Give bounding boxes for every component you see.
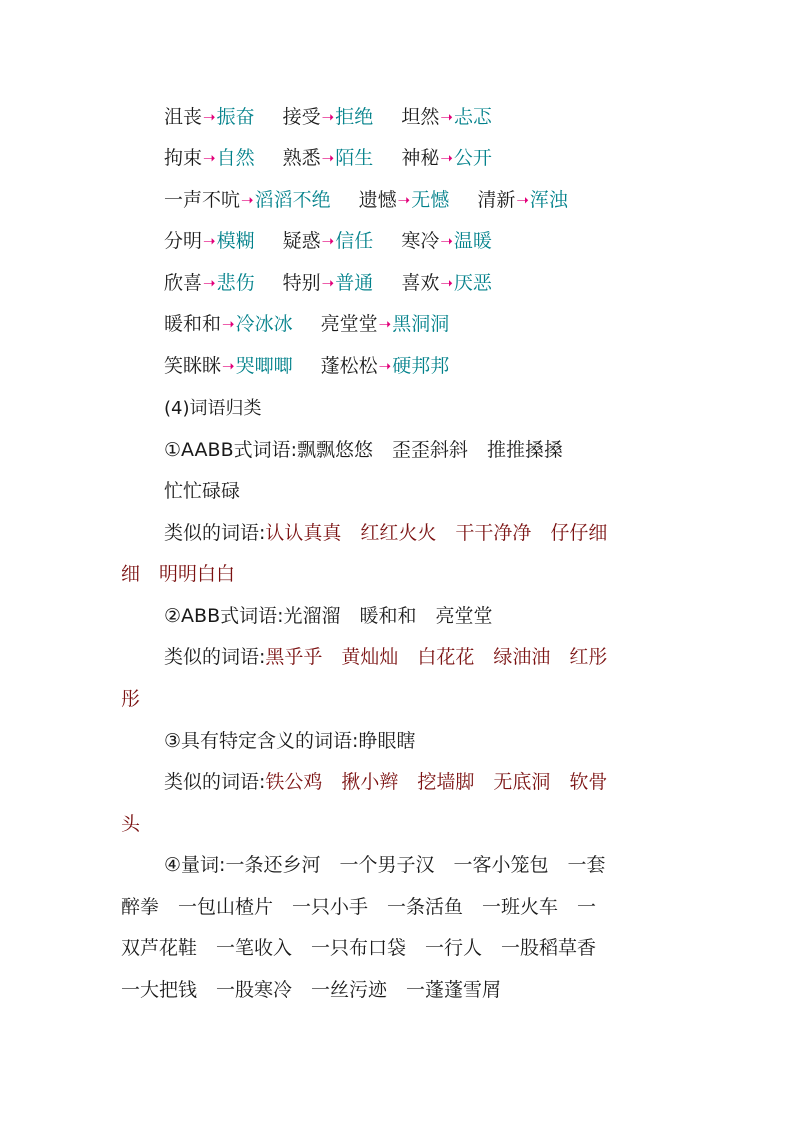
arrow-right-icon: ➝ xyxy=(378,357,392,375)
word: 一声不吭 xyxy=(164,189,241,211)
antonym-answer: 黑洞洞 xyxy=(392,313,450,335)
word: 神秘 xyxy=(401,147,440,169)
antonym-answer: 振奋 xyxy=(216,106,255,128)
arrow-right-icon: ➝ xyxy=(203,108,216,126)
antonym-answer: 温暖 xyxy=(453,230,492,252)
antonym-answer: 哭唧唧 xyxy=(235,355,293,377)
antonym-answer: 冷冰冰 xyxy=(235,313,293,335)
arrow-right-icon: ➝ xyxy=(321,274,335,292)
antonym-answer: 厌恶 xyxy=(453,272,492,294)
word: 熟悉 xyxy=(282,147,321,169)
special-label: ③具有特定含义的词语: xyxy=(164,730,359,752)
antonym-pair xyxy=(283,103,374,132)
antonym-answer: 忐忑 xyxy=(453,106,492,128)
antonym-answer: 浑浊 xyxy=(529,189,568,211)
word: 暖和和 xyxy=(164,313,222,335)
abb-label: ②ABB式词语: xyxy=(164,605,284,627)
abb-words: 光溜溜 暖和和 亮堂堂 xyxy=(283,605,493,627)
arrow-right-icon: ➝ xyxy=(440,149,453,167)
word: 特别 xyxy=(282,272,321,294)
word: 亮堂堂 xyxy=(320,313,378,335)
antonym-pair xyxy=(401,103,492,132)
abb-line xyxy=(0,602,794,630)
word: 清新 xyxy=(477,189,516,211)
arrow-right-icon: ➝ xyxy=(440,232,453,250)
special-similar-line xyxy=(0,768,794,796)
arrow-right-icon: ➝ xyxy=(321,232,335,250)
word: 欣喜 xyxy=(164,272,203,294)
antonym-pair xyxy=(164,310,293,339)
antonym-pair xyxy=(283,144,374,173)
word: 坦然 xyxy=(401,106,440,128)
arrow-right-icon: ➝ xyxy=(203,232,216,250)
antonym-answer: 普通 xyxy=(335,272,374,294)
arrow-right-icon: ➝ xyxy=(440,108,453,126)
abb-similar-cont: 彤 xyxy=(121,688,141,710)
word: 疑惑 xyxy=(282,230,321,252)
antonym-pair xyxy=(164,269,255,298)
word: 分明 xyxy=(164,230,203,252)
antonym-pair xyxy=(321,310,450,339)
measure-line-3: 双芦花鞋 一笔收入 一只布口袋 一行人 一股稻草香 xyxy=(121,937,597,959)
antonym-pair xyxy=(401,269,492,298)
similar-label: 类似的词语: xyxy=(164,522,266,544)
aabb-line-cont: 忙忙碌碌 xyxy=(164,480,241,502)
antonym-answer: 自然 xyxy=(216,147,255,169)
antonym-pair xyxy=(401,144,492,173)
arrow-right-icon: ➝ xyxy=(222,315,235,333)
special-similar-words: 铁公鸡 揪小辫 挖墙脚 无底洞 软骨 xyxy=(265,771,608,793)
measure-line-1 xyxy=(0,851,794,879)
antonym-pair xyxy=(164,227,255,256)
aabb-similar-line xyxy=(0,519,794,547)
measure-line-2: 醉拳 一包山楂片 一只小手 一条活鱼 一班火车 一 xyxy=(121,896,597,918)
antonym-row-5 xyxy=(0,269,794,298)
antonym-row-6 xyxy=(0,310,794,339)
word: 笑眯眯 xyxy=(164,355,222,377)
special-words: 睁眼瞎 xyxy=(358,730,416,752)
antonym-pair xyxy=(359,186,450,215)
word: 拘束 xyxy=(164,147,203,169)
antonym-answer: 悲伤 xyxy=(216,272,255,294)
antonym-row-3 xyxy=(0,186,794,215)
antonym-pair xyxy=(164,186,331,215)
aabb-similar-words: 认认真真 红红火火 干干净净 仔仔细 xyxy=(265,522,608,544)
antonym-pair xyxy=(164,103,255,132)
antonym-row-7 xyxy=(0,352,794,381)
similar-label: 类似的词语: xyxy=(164,771,266,793)
arrow-right-icon: ➝ xyxy=(440,274,453,292)
aabb-similar-cont: 细 明明白白 xyxy=(121,563,236,585)
arrow-right-icon: ➝ xyxy=(222,357,235,375)
arrow-right-icon: ➝ xyxy=(516,191,529,209)
measure-line-4: 一大把钱 一股寒冷 一丝污迹 一蓬蓬雪屑 xyxy=(121,979,502,1001)
antonym-answer: 公开 xyxy=(453,147,492,169)
antonym-pair xyxy=(283,269,374,298)
word: 接受 xyxy=(282,106,321,128)
arrow-right-icon: ➝ xyxy=(203,274,216,292)
antonym-pair xyxy=(477,186,568,215)
special-similar-cont: 头 xyxy=(121,813,141,835)
antonym-pair xyxy=(321,352,450,381)
antonym-pair xyxy=(164,352,293,381)
aabb-label: ①AABB式词语: xyxy=(164,439,298,461)
word: 寒冷 xyxy=(401,230,440,252)
antonym-pair xyxy=(283,227,374,256)
aabb-line xyxy=(0,436,794,464)
antonym-row-1 xyxy=(0,103,794,132)
antonym-answer: 信任 xyxy=(335,230,374,252)
measure-words: 一条还乡河 一个男子汉 一客小笼包 一套 xyxy=(225,854,606,876)
antonym-answer: 陌生 xyxy=(335,147,374,169)
antonym-answer: 硬邦邦 xyxy=(392,355,450,377)
arrow-right-icon: ➝ xyxy=(378,315,392,333)
word: 遗憾 xyxy=(358,189,397,211)
measure-label: ④量词: xyxy=(164,854,226,876)
similar-label: 类似的词语: xyxy=(164,646,266,668)
antonym-answer: 滔滔不绝 xyxy=(254,189,331,211)
abb-similar-words: 黑乎乎 黄灿灿 白花花 绿油油 红彤 xyxy=(265,646,608,668)
word: 喜欢 xyxy=(401,272,440,294)
arrow-right-icon: ➝ xyxy=(241,191,254,209)
antonym-answer: 无憾 xyxy=(411,189,450,211)
antonym-pair xyxy=(164,144,255,173)
abb-similar-line xyxy=(0,643,794,671)
arrow-right-icon: ➝ xyxy=(321,149,335,167)
antonym-answer: 拒绝 xyxy=(335,106,374,128)
word: 蓬松松 xyxy=(320,355,378,377)
section-heading: (4)词语归类 xyxy=(164,398,262,419)
antonym-answer: 模糊 xyxy=(216,230,255,252)
antonym-pair xyxy=(401,227,492,256)
special-line xyxy=(0,727,794,755)
arrow-right-icon: ➝ xyxy=(203,149,216,167)
antonym-row-4 xyxy=(0,227,794,256)
arrow-right-icon: ➝ xyxy=(397,191,411,209)
antonym-row-2 xyxy=(0,144,794,173)
arrow-right-icon: ➝ xyxy=(321,108,335,126)
word: 沮丧 xyxy=(164,106,203,128)
aabb-words: 飘飘悠悠 歪歪斜斜 推推搡搡 xyxy=(297,439,564,461)
